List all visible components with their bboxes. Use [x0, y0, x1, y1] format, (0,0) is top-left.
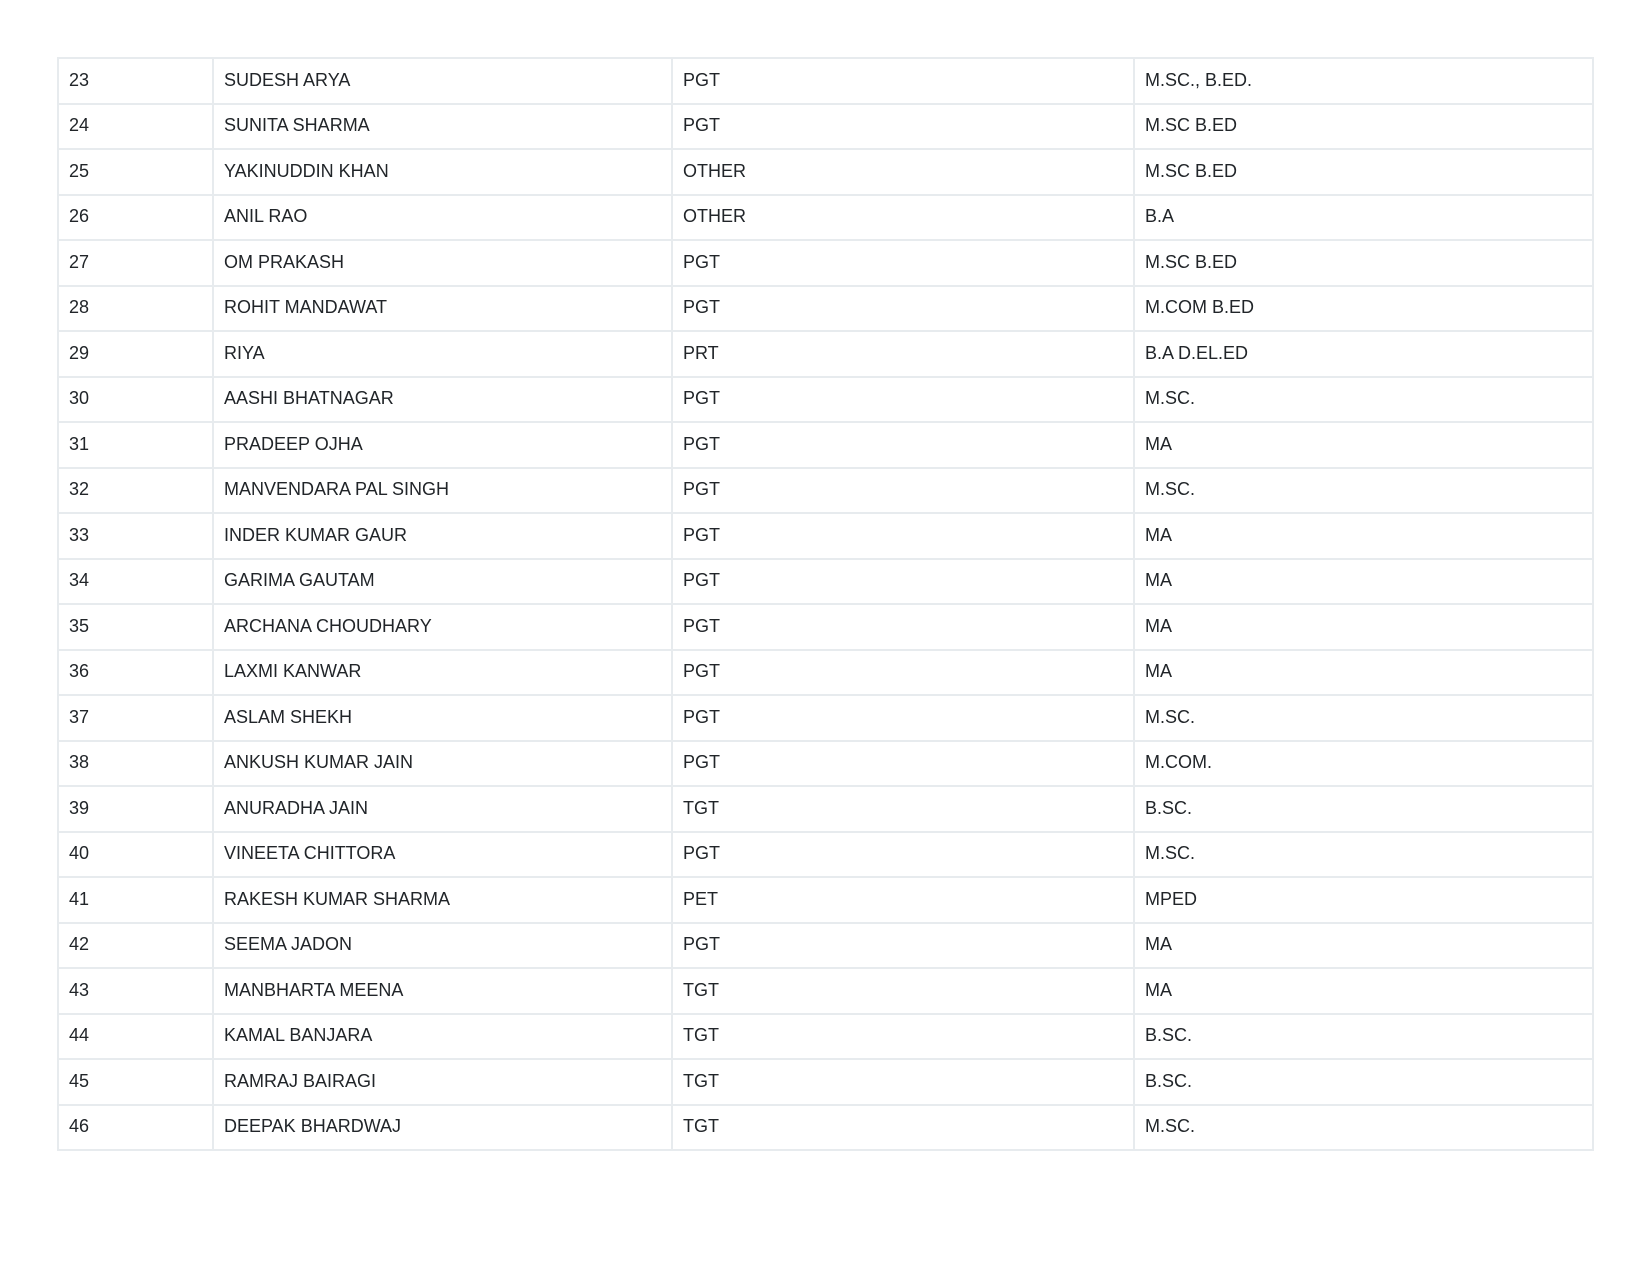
cell-qualification: MA [1134, 968, 1593, 1014]
table-row [58, 149, 1593, 195]
cell-serial-number: 44 [58, 1014, 213, 1060]
cell-serial-number: 45 [58, 1059, 213, 1105]
cell-serial-number: 41 [58, 877, 213, 923]
cell-qualification: M.SC B.ED [1134, 149, 1593, 195]
cell-designation: TGT [672, 1014, 1134, 1060]
cell-serial-number: 39 [58, 786, 213, 832]
cell-qualification: MA [1134, 422, 1593, 468]
cell-name: RAKESH KUMAR SHARMA [213, 877, 672, 923]
cell-name: ANIL RAO [213, 195, 672, 241]
cell-name: SUDESH ARYA [213, 58, 672, 104]
cell-qualification: MPED [1134, 877, 1593, 923]
staff-table-body [58, 58, 1593, 1150]
cell-name: OM PRAKASH [213, 240, 672, 286]
table-row [58, 832, 1593, 878]
cell-serial-number: 36 [58, 650, 213, 696]
cell-name: ASLAM SHEKH [213, 695, 672, 741]
table-row [58, 513, 1593, 559]
cell-designation: OTHER [672, 195, 1134, 241]
cell-name: RIYA [213, 331, 672, 377]
cell-name: VINEETA CHITTORA [213, 832, 672, 878]
table-row [58, 58, 1593, 104]
cell-designation: PGT [672, 923, 1134, 969]
table-row [58, 604, 1593, 650]
cell-serial-number: 29 [58, 331, 213, 377]
cell-designation: PET [672, 877, 1134, 923]
cell-qualification: B.SC. [1134, 786, 1593, 832]
table-row [58, 422, 1593, 468]
cell-serial-number: 24 [58, 104, 213, 150]
cell-qualification: M.SC. [1134, 1105, 1593, 1151]
cell-serial-number: 40 [58, 832, 213, 878]
cell-name: MANVENDARA PAL SINGH [213, 468, 672, 514]
cell-designation: PGT [672, 286, 1134, 332]
cell-designation: TGT [672, 968, 1134, 1014]
cell-serial-number: 46 [58, 1105, 213, 1151]
table-row [58, 968, 1593, 1014]
cell-qualification: B.SC. [1134, 1014, 1593, 1060]
cell-designation: PGT [672, 468, 1134, 514]
cell-name: GARIMA GAUTAM [213, 559, 672, 605]
cell-designation: PGT [672, 513, 1134, 559]
staff-table [57, 57, 1594, 1151]
table-row [58, 786, 1593, 832]
cell-serial-number: 43 [58, 968, 213, 1014]
cell-designation: TGT [672, 1105, 1134, 1151]
cell-name: LAXMI KANWAR [213, 650, 672, 696]
cell-qualification: B.A [1134, 195, 1593, 241]
cell-designation: PGT [672, 832, 1134, 878]
cell-serial-number: 23 [58, 58, 213, 104]
cell-serial-number: 38 [58, 741, 213, 787]
cell-designation: PGT [672, 104, 1134, 150]
cell-serial-number: 35 [58, 604, 213, 650]
cell-serial-number: 31 [58, 422, 213, 468]
table-row [58, 650, 1593, 696]
cell-designation: PGT [672, 741, 1134, 787]
table-row [58, 695, 1593, 741]
cell-designation: TGT [672, 1059, 1134, 1105]
cell-qualification: MA [1134, 559, 1593, 605]
table-row [58, 468, 1593, 514]
table-row [58, 1014, 1593, 1060]
table-row [58, 331, 1593, 377]
cell-designation: TGT [672, 786, 1134, 832]
cell-name: ROHIT MANDAWAT [213, 286, 672, 332]
cell-name: YAKINUDDIN KHAN [213, 149, 672, 195]
cell-designation: PGT [672, 650, 1134, 696]
cell-serial-number: 34 [58, 559, 213, 605]
table-row [58, 923, 1593, 969]
cell-qualification: M.SC., B.ED. [1134, 58, 1593, 104]
table-row [58, 286, 1593, 332]
cell-name: SEEMA JADON [213, 923, 672, 969]
table-row [58, 240, 1593, 286]
cell-designation: PGT [672, 240, 1134, 286]
cell-serial-number: 26 [58, 195, 213, 241]
cell-designation: PGT [672, 377, 1134, 423]
cell-qualification: MA [1134, 650, 1593, 696]
cell-name: KAMAL BANJARA [213, 1014, 672, 1060]
table-row [58, 877, 1593, 923]
cell-designation: PGT [672, 559, 1134, 605]
cell-serial-number: 28 [58, 286, 213, 332]
cell-designation: PGT [672, 604, 1134, 650]
cell-name: AASHI BHATNAGAR [213, 377, 672, 423]
table-row [58, 377, 1593, 423]
cell-qualification: M.COM. [1134, 741, 1593, 787]
cell-name: INDER KUMAR GAUR [213, 513, 672, 559]
cell-qualification: MA [1134, 923, 1593, 969]
cell-name: DEEPAK BHARDWAJ [213, 1105, 672, 1151]
cell-designation: PRT [672, 331, 1134, 377]
cell-qualification: M.SC. [1134, 695, 1593, 741]
cell-name: ANKUSH KUMAR JAIN [213, 741, 672, 787]
cell-designation: PGT [672, 58, 1134, 104]
cell-designation: PGT [672, 422, 1134, 468]
cell-designation: PGT [672, 695, 1134, 741]
cell-serial-number: 27 [58, 240, 213, 286]
cell-qualification: M.COM B.ED [1134, 286, 1593, 332]
cell-qualification: M.SC. [1134, 832, 1593, 878]
table-row [58, 195, 1593, 241]
table-row [58, 104, 1593, 150]
cell-qualification: MA [1134, 513, 1593, 559]
cell-serial-number: 32 [58, 468, 213, 514]
cell-name: ANURADHA JAIN [213, 786, 672, 832]
table-row [58, 1105, 1593, 1151]
cell-name: ARCHANA CHOUDHARY [213, 604, 672, 650]
cell-qualification: M.SC B.ED [1134, 104, 1593, 150]
cell-serial-number: 33 [58, 513, 213, 559]
cell-name: SUNITA SHARMA [213, 104, 672, 150]
cell-serial-number: 30 [58, 377, 213, 423]
table-row [58, 741, 1593, 787]
cell-qualification: M.SC B.ED [1134, 240, 1593, 286]
cell-name: MANBHARTA MEENA [213, 968, 672, 1014]
cell-qualification: M.SC. [1134, 377, 1593, 423]
table-row [58, 1059, 1593, 1105]
cell-serial-number: 37 [58, 695, 213, 741]
cell-serial-number: 42 [58, 923, 213, 969]
cell-qualification: B.SC. [1134, 1059, 1593, 1105]
cell-qualification: MA [1134, 604, 1593, 650]
cell-qualification: B.A D.EL.ED [1134, 331, 1593, 377]
cell-name: RAMRAJ BAIRAGI [213, 1059, 672, 1105]
cell-designation: OTHER [672, 149, 1134, 195]
cell-name: PRADEEP OJHA [213, 422, 672, 468]
cell-serial-number: 25 [58, 149, 213, 195]
cell-qualification: M.SC. [1134, 468, 1593, 514]
table-row [58, 559, 1593, 605]
